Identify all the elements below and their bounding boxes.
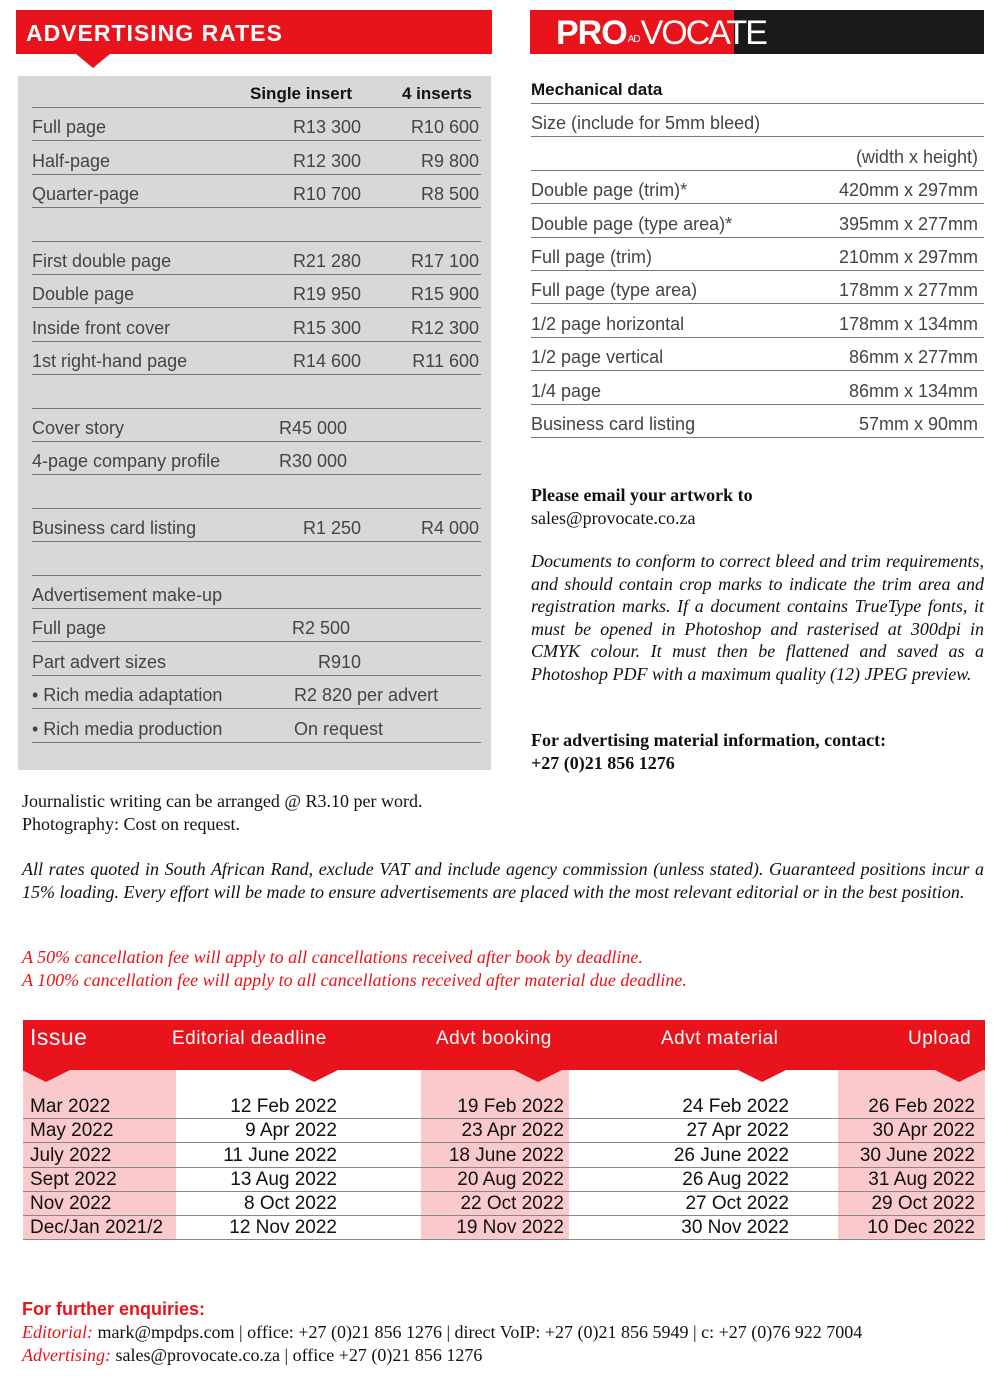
rate-row (32, 141, 481, 174)
schedule-row (23, 1192, 985, 1216)
cancel-50-text: A 50% cancellation fee will apply to all cancellations received after book by deadline. (22, 947, 643, 967)
cancellation-note (22, 946, 687, 992)
issue-cell: Mar 2022 (30, 1096, 111, 1118)
issue-cell: May 2022 (30, 1120, 114, 1142)
rate-label: Double page (32, 284, 135, 305)
schedule-row (23, 1143, 985, 1167)
single-insert-heading: Single insert (250, 84, 353, 103)
editorial-cell: 9 Apr 2022 (245, 1120, 337, 1142)
mechanical-title-text: Mechanical data (531, 80, 663, 99)
mech-row (531, 204, 984, 237)
rate-four: R9 800 (420, 150, 479, 171)
upload-cell: 26 Feb 2022 (868, 1096, 975, 1118)
mech-value: 395mm x 277mm (838, 213, 978, 234)
material-cell: 26 June 2022 (673, 1144, 789, 1166)
journalistic-text: Journalistic writing can be arranged @ R3.10 per word. (22, 791, 423, 811)
mech-value: 86mm x 134mm (848, 380, 978, 401)
advt-booking-heading: Advt booking (436, 1028, 552, 1049)
rate-table-header (32, 84, 481, 108)
rate-single: R10 700 (292, 184, 361, 205)
mech-row (531, 238, 984, 271)
rate-label: Part advert sizes (32, 651, 167, 672)
issue-heading: Issue (30, 1024, 88, 1050)
vat-note: All rates quoted in South African Rand, exclude VAT and include agency commission (unless stated). Guaranteed positions incur a 15% loading. Every effort will be made to ensure advertisements are placed with the most relevant editorial or in the best position. (22, 859, 984, 902)
rate-label: First double page (32, 250, 172, 271)
rate-row (32, 642, 481, 675)
four-inserts-heading: 4 inserts (402, 84, 472, 103)
mech-value: 420mm x 297mm (838, 180, 978, 201)
provocate-logo (530, 10, 984, 54)
advt-material-heading: Advt material (661, 1028, 779, 1049)
issue-cell: July 2022 (30, 1144, 112, 1166)
rate-row-spacer (32, 208, 481, 241)
booking-cell: 20 Aug 2022 (457, 1168, 564, 1190)
upload-heading: Upload (908, 1028, 972, 1049)
schedule-row (23, 1119, 985, 1143)
rate-row-spacer (32, 375, 481, 408)
rate-single: R15 300 (292, 317, 361, 338)
rate-four: R10 600 (410, 117, 479, 138)
rate-row (32, 175, 481, 208)
logo-vocate: VOCATE (640, 14, 766, 52)
rate-label: Full page (32, 117, 107, 138)
rate-four: R15 900 (410, 284, 479, 305)
editorial-cell: 13 Aug 2022 (230, 1168, 337, 1190)
rate-four: R17 100 (410, 250, 479, 271)
advertising-enquiry (22, 1345, 482, 1366)
dims-header: (width x height) (855, 146, 978, 167)
artwork-email-block (531, 484, 753, 530)
rate-row (32, 342, 481, 375)
documents-note: Documents to conform to correct bleed and trim requirements, and should contain crop marks to indicate the trim area and registration marks. If a document contains TrueType fonts, it must be opened in Photoshop and rasterised at 300dpi in CMYK colour. It must then be flattened and saved as a Photoshop PDF with a maximum quality (12) JPEG preview. (531, 551, 984, 684)
schedule-row (23, 1168, 985, 1192)
logo-ad: AD (627, 34, 640, 45)
material-cell: 27 Oct 2022 (685, 1192, 789, 1214)
upload-arrow (935, 1070, 983, 1082)
editorial-cell: 12 Feb 2022 (230, 1096, 337, 1118)
booking-cell: 22 Oct 2022 (460, 1192, 564, 1214)
mech-row (531, 104, 984, 137)
artwork-email-link[interactable]: sales@provocate.co.za (531, 508, 696, 528)
contact-phone[interactable]: +27 (0)21 856 1276 (531, 753, 675, 773)
rate-row (32, 609, 481, 642)
upload-cell: 10 Dec 2022 (867, 1217, 975, 1239)
booking-cell: 19 Feb 2022 (457, 1096, 564, 1118)
rate-row (32, 242, 481, 275)
mech-label: Business card listing (531, 413, 696, 434)
issue-cell: Sept 2022 (30, 1168, 117, 1190)
rate-single: R30 000 (279, 451, 348, 472)
rate-row-spacer (32, 475, 481, 508)
upload-cell: 31 Aug 2022 (868, 1168, 975, 1190)
rate-single: R19 950 (292, 284, 361, 305)
page-title: ADVERTISING RATES (26, 20, 283, 46)
rate-label: Full page (32, 618, 107, 639)
rate-row (32, 676, 481, 709)
rate-row (32, 709, 481, 742)
material-cell: 30 Nov 2022 (681, 1217, 789, 1239)
advertising-rates-banner (16, 10, 492, 54)
rate-single: R2 500 (292, 618, 351, 639)
mech-label: Full page (type area) (531, 280, 698, 301)
rate-four: R12 300 (410, 317, 479, 338)
mech-value: 210mm x 297mm (838, 246, 978, 267)
mech-label: Double page (type area)* (531, 213, 733, 234)
material-cell: 27 Apr 2022 (686, 1120, 789, 1142)
mech-value: 57mm x 90mm (858, 413, 978, 434)
rate-single: R910 (317, 651, 361, 672)
mech-row (531, 405, 984, 438)
mech-label: Full page (trim) (531, 246, 653, 267)
editorial-label: Editorial: (22, 1322, 93, 1342)
mech-value: 178mm x 134mm (838, 313, 978, 334)
mech-label: Double page (trim)* (531, 180, 688, 201)
rate-label: Quarter-page (32, 184, 140, 205)
rate-single: R13 300 (292, 117, 361, 138)
rate-label: Advertisement make-up (32, 584, 223, 605)
contact-heading: For advertising material information, contact: (531, 730, 887, 750)
material-arrow (738, 1070, 786, 1082)
issue-arrow (22, 1070, 70, 1082)
mech-row (531, 338, 984, 371)
rate-row (32, 509, 481, 542)
rate-single: R21 280 (292, 250, 361, 271)
mech-row (531, 137, 984, 170)
contact-block (531, 729, 886, 775)
mech-label: 1/2 page horizontal (531, 313, 685, 334)
rate-label: • Rich media production (32, 718, 223, 739)
issue-cell: Dec/Jan 2021/2 (30, 1217, 164, 1239)
enquiries-title: For further enquiries: (22, 1299, 206, 1319)
issue-cell: Nov 2022 (30, 1192, 112, 1214)
banner-arrow (76, 54, 110, 68)
schedule-row (23, 1095, 985, 1119)
rate-single: On request (294, 718, 384, 739)
mech-row (531, 371, 984, 404)
rate-label: 4-page company profile (32, 451, 221, 472)
rate-label: 1st right-hand page (32, 351, 188, 372)
editorial-arrow (290, 1070, 338, 1082)
rate-label: Inside front cover (32, 317, 171, 338)
editorial-cell: 8 Oct 2022 (244, 1192, 337, 1214)
material-cell: 24 Feb 2022 (682, 1096, 789, 1118)
journalistic-note (22, 790, 422, 836)
artwork-heading: Please email your artwork to (531, 485, 753, 505)
rate-four: R11 600 (412, 351, 479, 372)
editorial-contacts[interactable]: mark@mpdps.com | office: +27 (0)21 856 1276 | direct VoIP: +27 (0)21 856 5949 | c: +27 (0)76 922 7004 (97, 1322, 863, 1342)
upload-cell: 29 Oct 2022 (871, 1192, 975, 1214)
rate-single: R1 250 (302, 518, 361, 539)
rate-label: • Rich media adaptation (32, 685, 223, 706)
booking-cell: 18 June 2022 (448, 1144, 564, 1166)
booking-cell: 19 Nov 2022 (456, 1217, 564, 1239)
mech-value: 178mm x 277mm (838, 280, 978, 301)
editorial-deadline-heading: Editorial deadline (172, 1028, 327, 1049)
mech-row (531, 304, 984, 337)
upload-cell: 30 Apr 2022 (872, 1120, 975, 1142)
editorial-enquiry (22, 1322, 862, 1343)
rate-row (32, 442, 481, 475)
editorial-cell: 12 Nov 2022 (229, 1217, 337, 1239)
rate-single: R12 300 (292, 150, 361, 171)
rate-four: R8 500 (420, 184, 479, 205)
rate-row (32, 275, 481, 308)
mech-value: 86mm x 277mm (848, 347, 978, 368)
booking-cell: 23 Apr 2022 (461, 1120, 564, 1142)
rate-label: Cover story (32, 417, 125, 438)
rate-row (32, 409, 481, 442)
rate-single: R2 820 per advert (294, 685, 439, 706)
mech-label: 1/4 page (531, 380, 602, 401)
booking-arrow (514, 1070, 562, 1082)
editorial-cell: 11 June 2022 (223, 1144, 337, 1166)
logo-pro: PRO (556, 14, 627, 52)
cancel-100-text: A 100% cancellation fee will apply to all cancellations received after material due deadline. (22, 970, 687, 990)
material-cell: 26 Aug 2022 (682, 1168, 789, 1190)
mech-row (531, 271, 984, 304)
mech-row (531, 171, 984, 204)
rate-label: Business card listing (32, 518, 197, 539)
advertising-contacts[interactable]: sales@provocate.co.za | office +27 (0)21 856 1276 (115, 1345, 483, 1365)
rate-single: R45 000 (279, 417, 348, 438)
rate-row (32, 576, 481, 609)
logo-wordmark (556, 14, 766, 53)
size-note: Size (include for 5mm bleed) (531, 113, 761, 134)
schedule-row (23, 1216, 985, 1240)
rate-four: R4 000 (420, 518, 479, 539)
rate-row (32, 108, 481, 141)
rate-label: Half-page (32, 150, 111, 171)
rate-row (32, 308, 481, 341)
rate-single: R14 600 (292, 351, 361, 372)
upload-cell: 30 June 2022 (859, 1144, 975, 1166)
advertising-label: Advertising: (22, 1345, 111, 1365)
mechanical-data-title (531, 80, 984, 104)
mech-label: 1/2 page vertical (531, 347, 664, 368)
photography-text: Photography: Cost on request. (22, 814, 240, 834)
rate-row-spacer (32, 542, 481, 575)
